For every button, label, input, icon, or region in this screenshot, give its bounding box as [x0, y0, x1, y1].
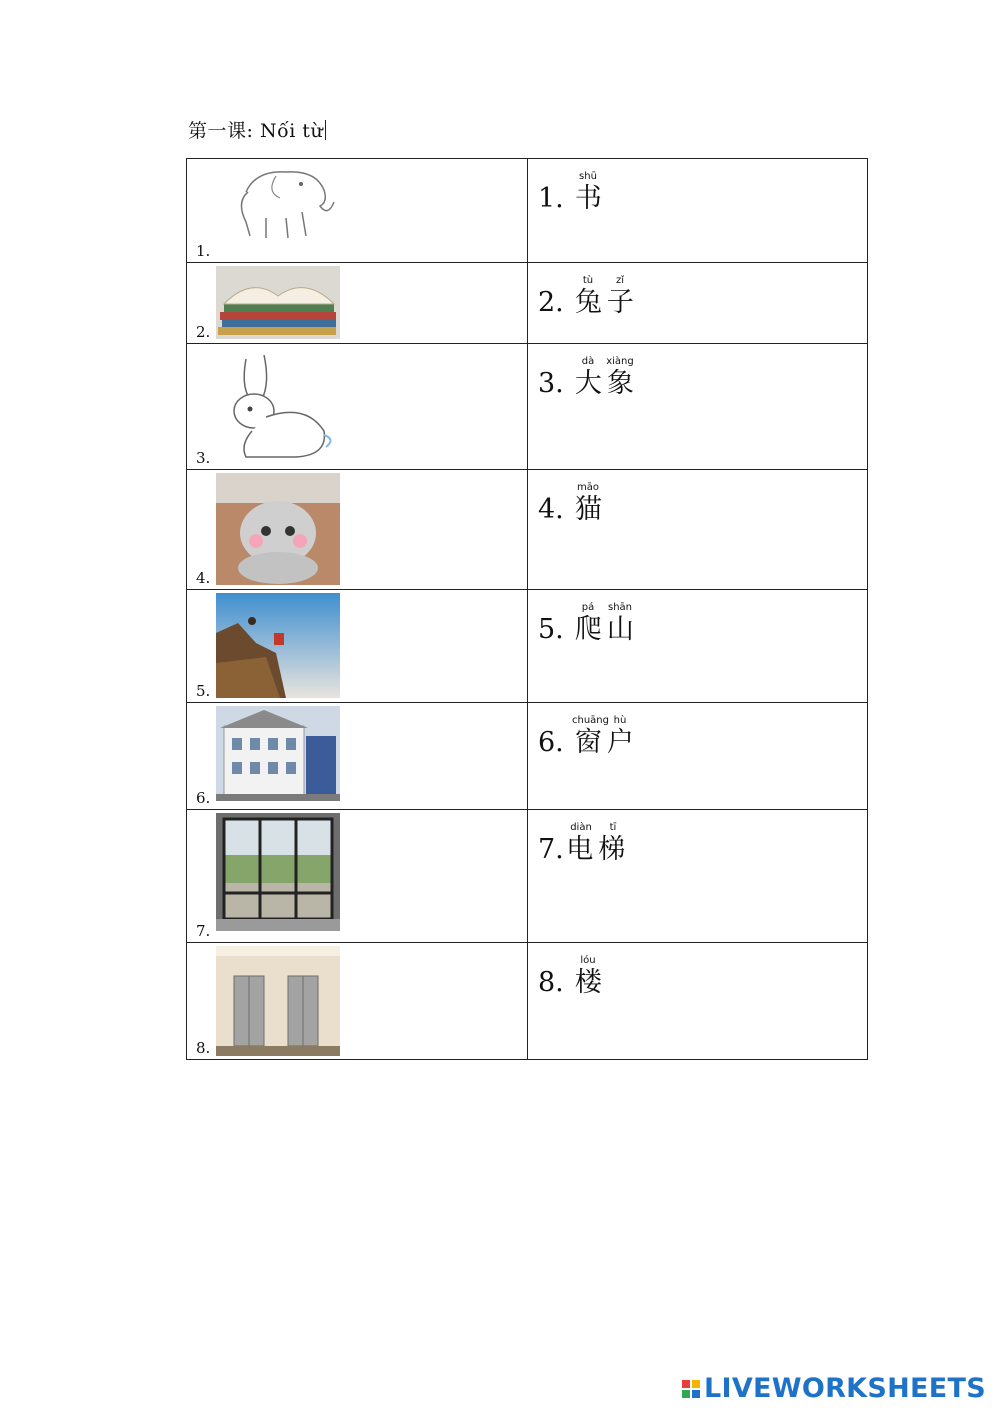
house-building-image[interactable]: [216, 706, 340, 801]
word-cell[interactable]: [528, 590, 868, 703]
pinyin: shān: [607, 602, 632, 613]
chinese-word: [538, 356, 636, 400]
liveworksheets-watermark: [682, 1373, 986, 1404]
picture-cell[interactable]: [187, 810, 528, 943]
pinyin: hù: [613, 715, 627, 726]
word-number: 2.: [538, 287, 573, 318]
picture-cell[interactable]: [187, 703, 528, 810]
picture-cell[interactable]: [187, 159, 528, 263]
pinyin: pá: [581, 602, 595, 613]
word-number: 7.: [538, 834, 564, 865]
chinese-word: [538, 715, 636, 759]
word-cell[interactable]: [528, 943, 868, 1060]
picture-number: 2.: [196, 323, 211, 341]
hanzi: 楼: [574, 967, 602, 998]
word-number: 8.: [538, 967, 573, 998]
watermark-text: LIVEWORKSHEETS: [703, 1373, 986, 1404]
pinyin: zǐ: [615, 275, 625, 286]
picture-number: 7.: [196, 922, 211, 940]
table-row: [187, 263, 868, 344]
rabbit-drawing-image[interactable]: [216, 347, 340, 465]
picture-cell[interactable]: [187, 344, 528, 470]
picture-number: 4.: [196, 569, 211, 587]
word-number: 5.: [538, 614, 573, 645]
table-row: [187, 810, 868, 943]
word-number: 6.: [538, 727, 573, 758]
table-row: [187, 470, 868, 590]
picture-cell[interactable]: [187, 590, 528, 703]
hanzi: 户: [606, 727, 634, 758]
chinese-word: [538, 482, 604, 526]
hanzi: 梯: [598, 834, 626, 865]
hanzi: 书: [574, 183, 602, 214]
table-row: [187, 159, 868, 263]
picture-number: 1.: [196, 242, 211, 260]
pinyin: lóu: [580, 955, 596, 966]
pinyin: tù: [582, 275, 594, 286]
hanzi: 兔: [574, 287, 602, 318]
window-image[interactable]: [216, 813, 340, 931]
hanzi: 山: [606, 614, 634, 645]
hanzi: 电: [566, 834, 594, 865]
pinyin: dà: [581, 356, 595, 367]
picture-number: 8.: [196, 1039, 211, 1057]
table-row: [187, 590, 868, 703]
pinyin: xiàng: [606, 356, 634, 367]
pinyin: diàn: [570, 822, 592, 833]
elephant-drawing-image[interactable]: [216, 162, 340, 242]
pinyin: tī: [609, 822, 617, 833]
picture-cell[interactable]: [187, 943, 528, 1060]
pinyin: shū: [579, 171, 597, 182]
hanzi: 猫: [574, 494, 602, 525]
picture-number: 6.: [196, 789, 211, 807]
elevator-image[interactable]: [216, 946, 340, 1056]
word-cell[interactable]: [528, 263, 868, 344]
hanzi: 大: [574, 368, 602, 399]
word-cell[interactable]: [528, 470, 868, 590]
picture-number: 5.: [196, 682, 211, 700]
word-cell[interactable]: [528, 344, 868, 470]
chinese-word: [538, 171, 604, 215]
word-cell[interactable]: [528, 159, 868, 263]
stack-of-books-image[interactable]: [216, 266, 340, 339]
picture-number: 3.: [196, 449, 211, 467]
picture-cell[interactable]: [187, 470, 528, 590]
pinyin: chuāng: [572, 715, 609, 726]
mountain-climber-image[interactable]: [216, 593, 340, 698]
picture-cell[interactable]: [187, 263, 528, 344]
worksheet-title: 第一课: Nối từ: [188, 116, 326, 143]
matching-table: [186, 158, 868, 1060]
chinese-word: [538, 602, 636, 646]
pinyin: māo: [577, 482, 599, 493]
hanzi: 子: [606, 287, 634, 318]
chinese-word: [538, 955, 604, 999]
table-row: [187, 703, 868, 810]
text-cursor: [325, 120, 326, 140]
table-row: [187, 344, 868, 470]
word-number: 3.: [538, 368, 573, 399]
liveworksheets-logo-icon: [682, 1380, 700, 1398]
word-number: 1.: [538, 183, 573, 214]
kitten-image[interactable]: [216, 473, 340, 585]
hanzi: 窗: [574, 727, 602, 758]
word-number: 4.: [538, 494, 573, 525]
chinese-word: [538, 822, 629, 866]
word-cell[interactable]: [528, 703, 868, 810]
chinese-word: [538, 275, 636, 319]
hanzi: 象: [606, 368, 634, 399]
table-row: [187, 943, 868, 1060]
hanzi: 爬: [574, 614, 602, 645]
word-cell[interactable]: [528, 810, 868, 943]
